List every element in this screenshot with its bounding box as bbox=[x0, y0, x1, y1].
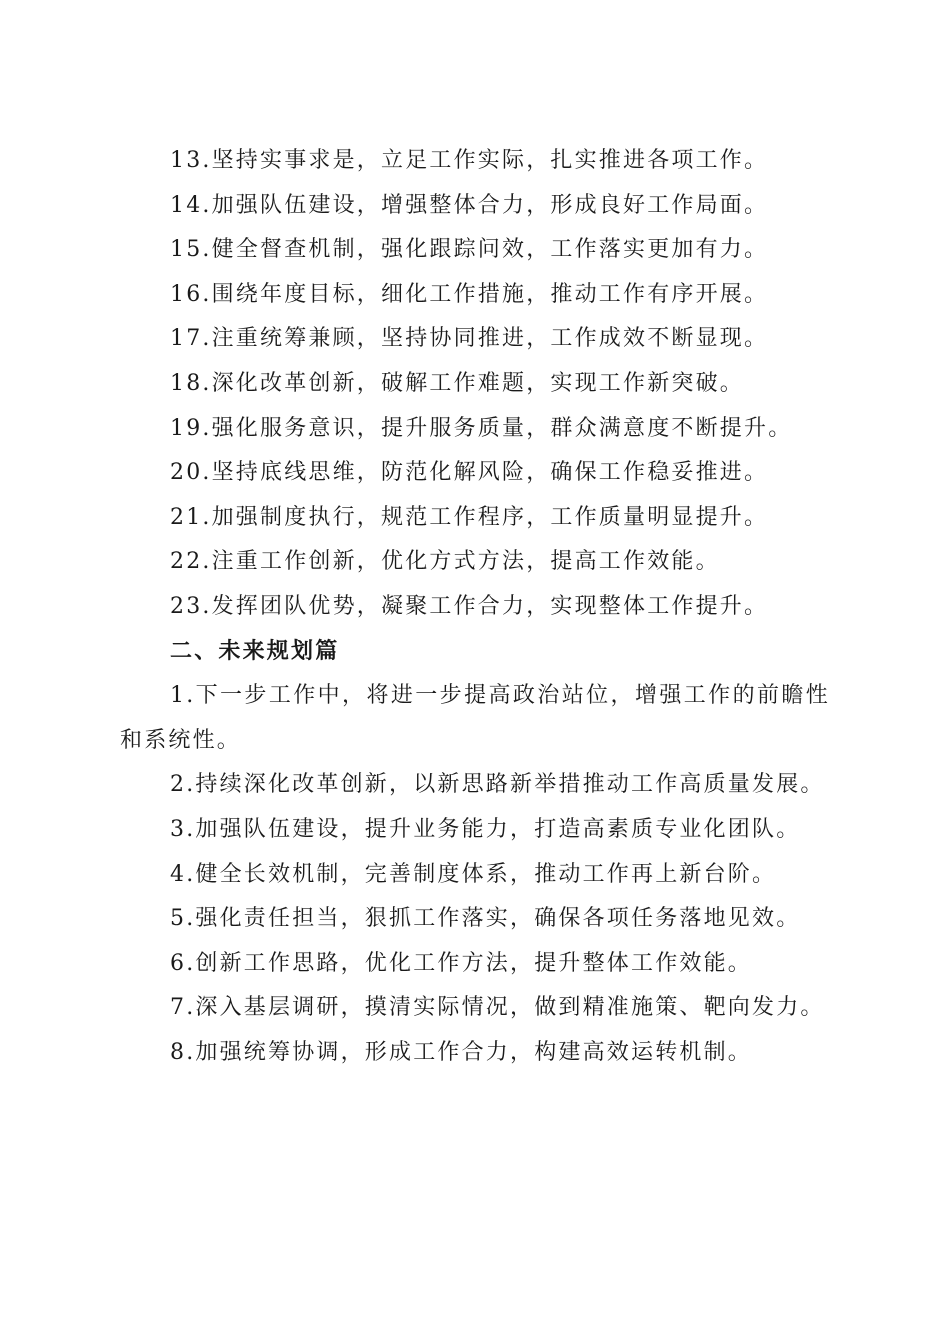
plan-item-4: 4.健全长效机制，完善制度体系，推动工作再上新台阶。 bbox=[170, 861, 777, 887]
summary-item-14: 14.加强队伍建设，增强整体合力，形成良好工作局面。 bbox=[170, 192, 769, 218]
summary-item-22: 22.注重工作创新，优化方式方法，提高工作效能。 bbox=[170, 549, 720, 575]
summary-item-17: 17.注重统筹兼顾，坚持协同推进，工作成效不断显现。 bbox=[170, 326, 769, 352]
plan-item-7: 7.深入基层调研，摸清实际情况，做到精准施策、靶向发力。 bbox=[170, 995, 825, 1021]
summary-item-20: 20.坚持底线思维，防范化解风险，确保工作稳妥推进。 bbox=[170, 460, 769, 486]
plan-item-5: 5.强化责任担当，狠抓工作落实，确保各项任务落地见效。 bbox=[170, 906, 801, 932]
plan-item-6: 6.创新工作思路，优化工作方法，提升整体工作效能。 bbox=[170, 950, 752, 976]
summary-item-23: 23.发挥团队优势，凝聚工作合力，实现整体工作提升。 bbox=[170, 593, 769, 619]
plan-item-2: 2.持续深化改革创新，以新思路新举措推动工作高质量发展。 bbox=[170, 772, 825, 798]
summary-item-18: 18.深化改革创新，破解工作难题，实现工作新突破。 bbox=[170, 370, 744, 396]
section-heading: 二、未来规划篇 bbox=[170, 638, 340, 664]
plan-item-3: 3.加强队伍建设，提升业务能力，打造高素质专业化团队。 bbox=[170, 816, 801, 842]
summary-item-13: 13.坚持实事求是，立足工作实际，扎实推进各项工作。 bbox=[170, 148, 769, 173]
summary-item-19: 19.强化服务意识，提升服务质量，群众满意度不断提升。 bbox=[170, 415, 793, 441]
summary-item-21: 21.加强制度执行，规范工作程序，工作质量明显提升。 bbox=[170, 504, 769, 530]
plan-item-8: 8.加强统筹协调，形成工作合力，构建高效运转机制。 bbox=[170, 1039, 752, 1065]
plan-item-1: 1.下一步工作中，将进一步提高政治站位，增强工作的前瞻性和系统性。 bbox=[120, 683, 830, 753]
document-page bbox=[120, 139, 830, 1075]
summary-item-15: 15.健全督查机制，强化跟踪问效，工作落实更加有力。 bbox=[170, 237, 769, 263]
summary-item-16: 16.围绕年度目标，细化工作措施，推动工作有序开展。 bbox=[170, 281, 769, 307]
